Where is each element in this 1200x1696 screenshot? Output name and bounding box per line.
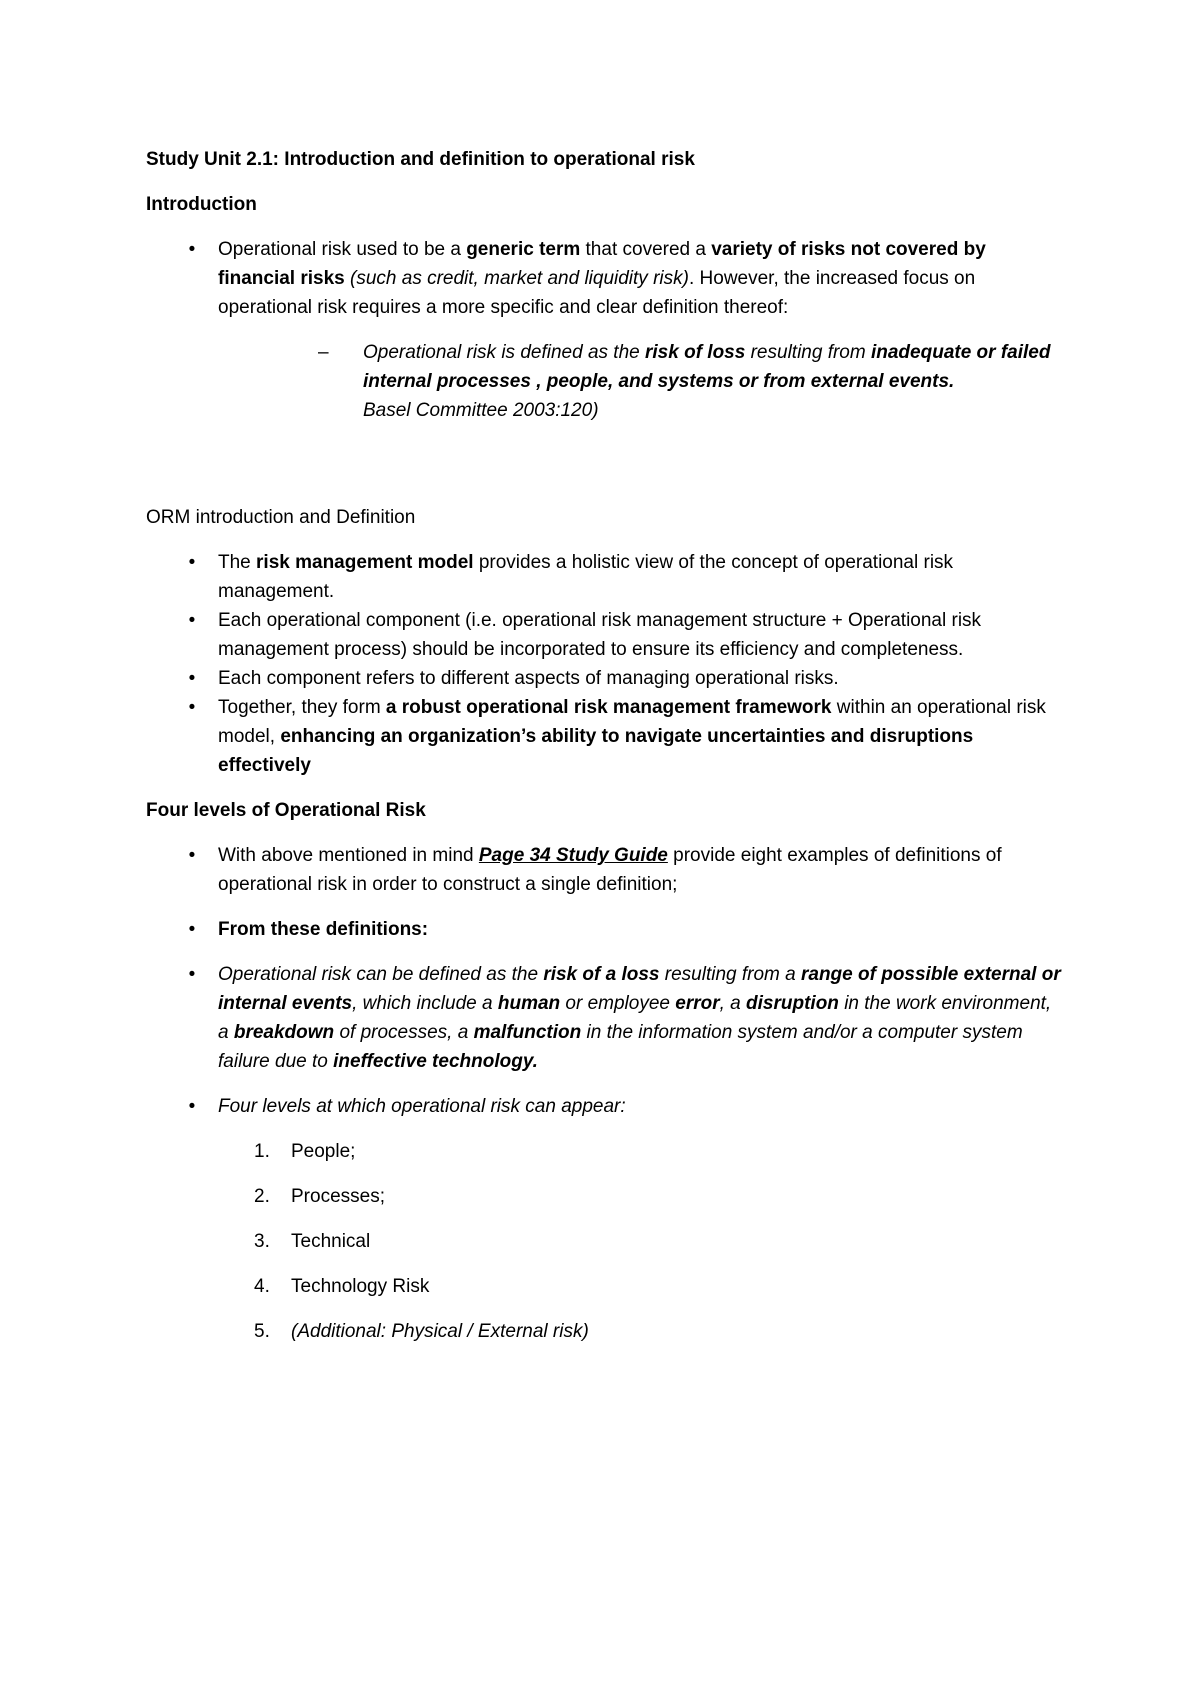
bold-text: range of possible external or internal events: [218, 964, 1061, 1014]
list-item: [146, 693, 1066, 780]
page-title: Study Unit 2.1: Introduction and definition to operational risk: [146, 149, 695, 170]
bullet-icon: •: [188, 610, 196, 631]
text-run: , a: [719, 993, 747, 1014]
list-item: [146, 235, 1066, 425]
item-text: Processes;: [291, 1186, 385, 1207]
document-content: [146, 145, 1066, 1362]
bullet-icon: •: [188, 845, 196, 866]
bold-text: risk of a loss: [543, 964, 660, 985]
text-run: With above mentioned in mind: [218, 845, 479, 866]
list-item: [146, 606, 1066, 664]
list-item: [146, 841, 1066, 899]
text-run: Operational risk used to be a: [218, 239, 467, 260]
study-guide-link[interactable]: Page 34 Study Guide: [478, 845, 668, 866]
text-run: provide eight examples of definitions of operational risk in order to construct a single definition;: [218, 845, 1002, 895]
bullet-icon: •: [188, 1096, 196, 1117]
bullet-icon: •: [188, 919, 196, 940]
list-item: [146, 548, 1066, 606]
sub-list-item: [218, 338, 1066, 425]
section-heading-introduction: Introduction: [146, 194, 257, 215]
section-heading-orm: ORM introduction and Definition: [146, 507, 416, 528]
bold-text: error: [675, 993, 720, 1014]
bold-text: inadequate or failed internal processes , people, and systems or from external events.: [363, 342, 1051, 392]
introduction-bullet-list: [146, 235, 1066, 425]
text-run: Four levels at which operational risk can appear:: [218, 1096, 626, 1117]
item-text: Technical: [291, 1231, 371, 1252]
text-run: . However, the increased focus on operational risk requires a more specific and clear definition thereof:: [218, 268, 976, 318]
bullet-icon: •: [188, 668, 196, 689]
text-run: of processes, a: [334, 1022, 474, 1043]
four-levels-bullet-list: [146, 841, 1066, 1121]
bold-text: generic term: [466, 239, 581, 260]
risk-levels-list: [146, 1137, 1066, 1346]
text-run: Together, they form: [218, 697, 386, 718]
bold-text: malfunction: [473, 1022, 582, 1043]
text-run: in the work environment, a: [218, 993, 1052, 1043]
item-text: Technology Risk: [291, 1276, 430, 1297]
bold-text: From these definitions:: [218, 919, 429, 940]
numbered-item: [146, 1137, 1066, 1166]
list-item: [146, 960, 1066, 1076]
item-number: 5.: [254, 1321, 270, 1342]
bold-text: variety of risks not covered by financial risks: [218, 239, 986, 289]
bold-text: ineffective technology.: [333, 1051, 538, 1072]
bold-text: risk management model: [256, 552, 474, 573]
item-number: 1.: [254, 1141, 270, 1162]
bold-text: disruption: [746, 993, 839, 1014]
text-run: within an operational risk model,: [218, 697, 1046, 747]
item-text: People;: [291, 1141, 356, 1162]
item-number: 3.: [254, 1231, 270, 1252]
bold-text: a robust operational risk management framework: [385, 697, 832, 718]
text-run: Each operational component (i.e. operational risk management structure + Operational risk management process) should be incorporated to ensure its efficiency and completeness.: [218, 610, 982, 660]
list-item: [146, 1092, 1066, 1121]
bold-text: risk of loss: [645, 342, 746, 363]
text-run: resulting from: [745, 342, 871, 363]
text-run: Operational risk is defined as the: [363, 342, 645, 363]
text-run: provides a holistic view of the concept of operational risk management.: [218, 552, 954, 602]
text-run: Each component refers to different aspects of managing operational risks.: [218, 668, 839, 689]
text-run: that covered a: [580, 239, 712, 260]
dash-icon: –: [318, 342, 329, 363]
bullet-icon: •: [188, 239, 196, 260]
citation: Basel Committee 2003:120): [363, 400, 599, 421]
list-item: [146, 664, 1066, 693]
bold-text: human: [497, 993, 561, 1014]
text-run: Operational risk can be defined as the: [218, 964, 544, 985]
orm-bullet-list: [146, 548, 1066, 780]
numbered-item: [146, 1182, 1066, 1211]
text-run: , which include a: [352, 993, 498, 1014]
item-number: 4.: [254, 1276, 270, 1297]
spacer: [146, 441, 1066, 503]
text-run: resulting from a: [659, 964, 801, 985]
numbered-item: [146, 1272, 1066, 1301]
text-run: or employee: [560, 993, 676, 1014]
bullet-icon: •: [188, 552, 196, 573]
bullet-icon: •: [188, 964, 196, 985]
numbered-item: [146, 1317, 1066, 1346]
bold-text: enhancing an organization’s ability to navigate uncertainties and disruptions effectively: [218, 726, 974, 776]
text-run: in the information system and/or a computer system failure due to: [218, 1022, 1023, 1072]
text-run: The: [218, 552, 257, 573]
numbered-item: [146, 1227, 1066, 1256]
bullet-icon: •: [188, 697, 196, 718]
item-text: (Additional: Physical / External risk): [291, 1321, 589, 1342]
bold-text: breakdown: [233, 1022, 335, 1043]
item-number: 2.: [254, 1186, 270, 1207]
list-item: [146, 915, 1066, 944]
section-heading-four-levels: Four levels of Operational Risk: [146, 800, 426, 821]
italic-text: (such as credit, market and liquidity risk): [350, 268, 689, 289]
